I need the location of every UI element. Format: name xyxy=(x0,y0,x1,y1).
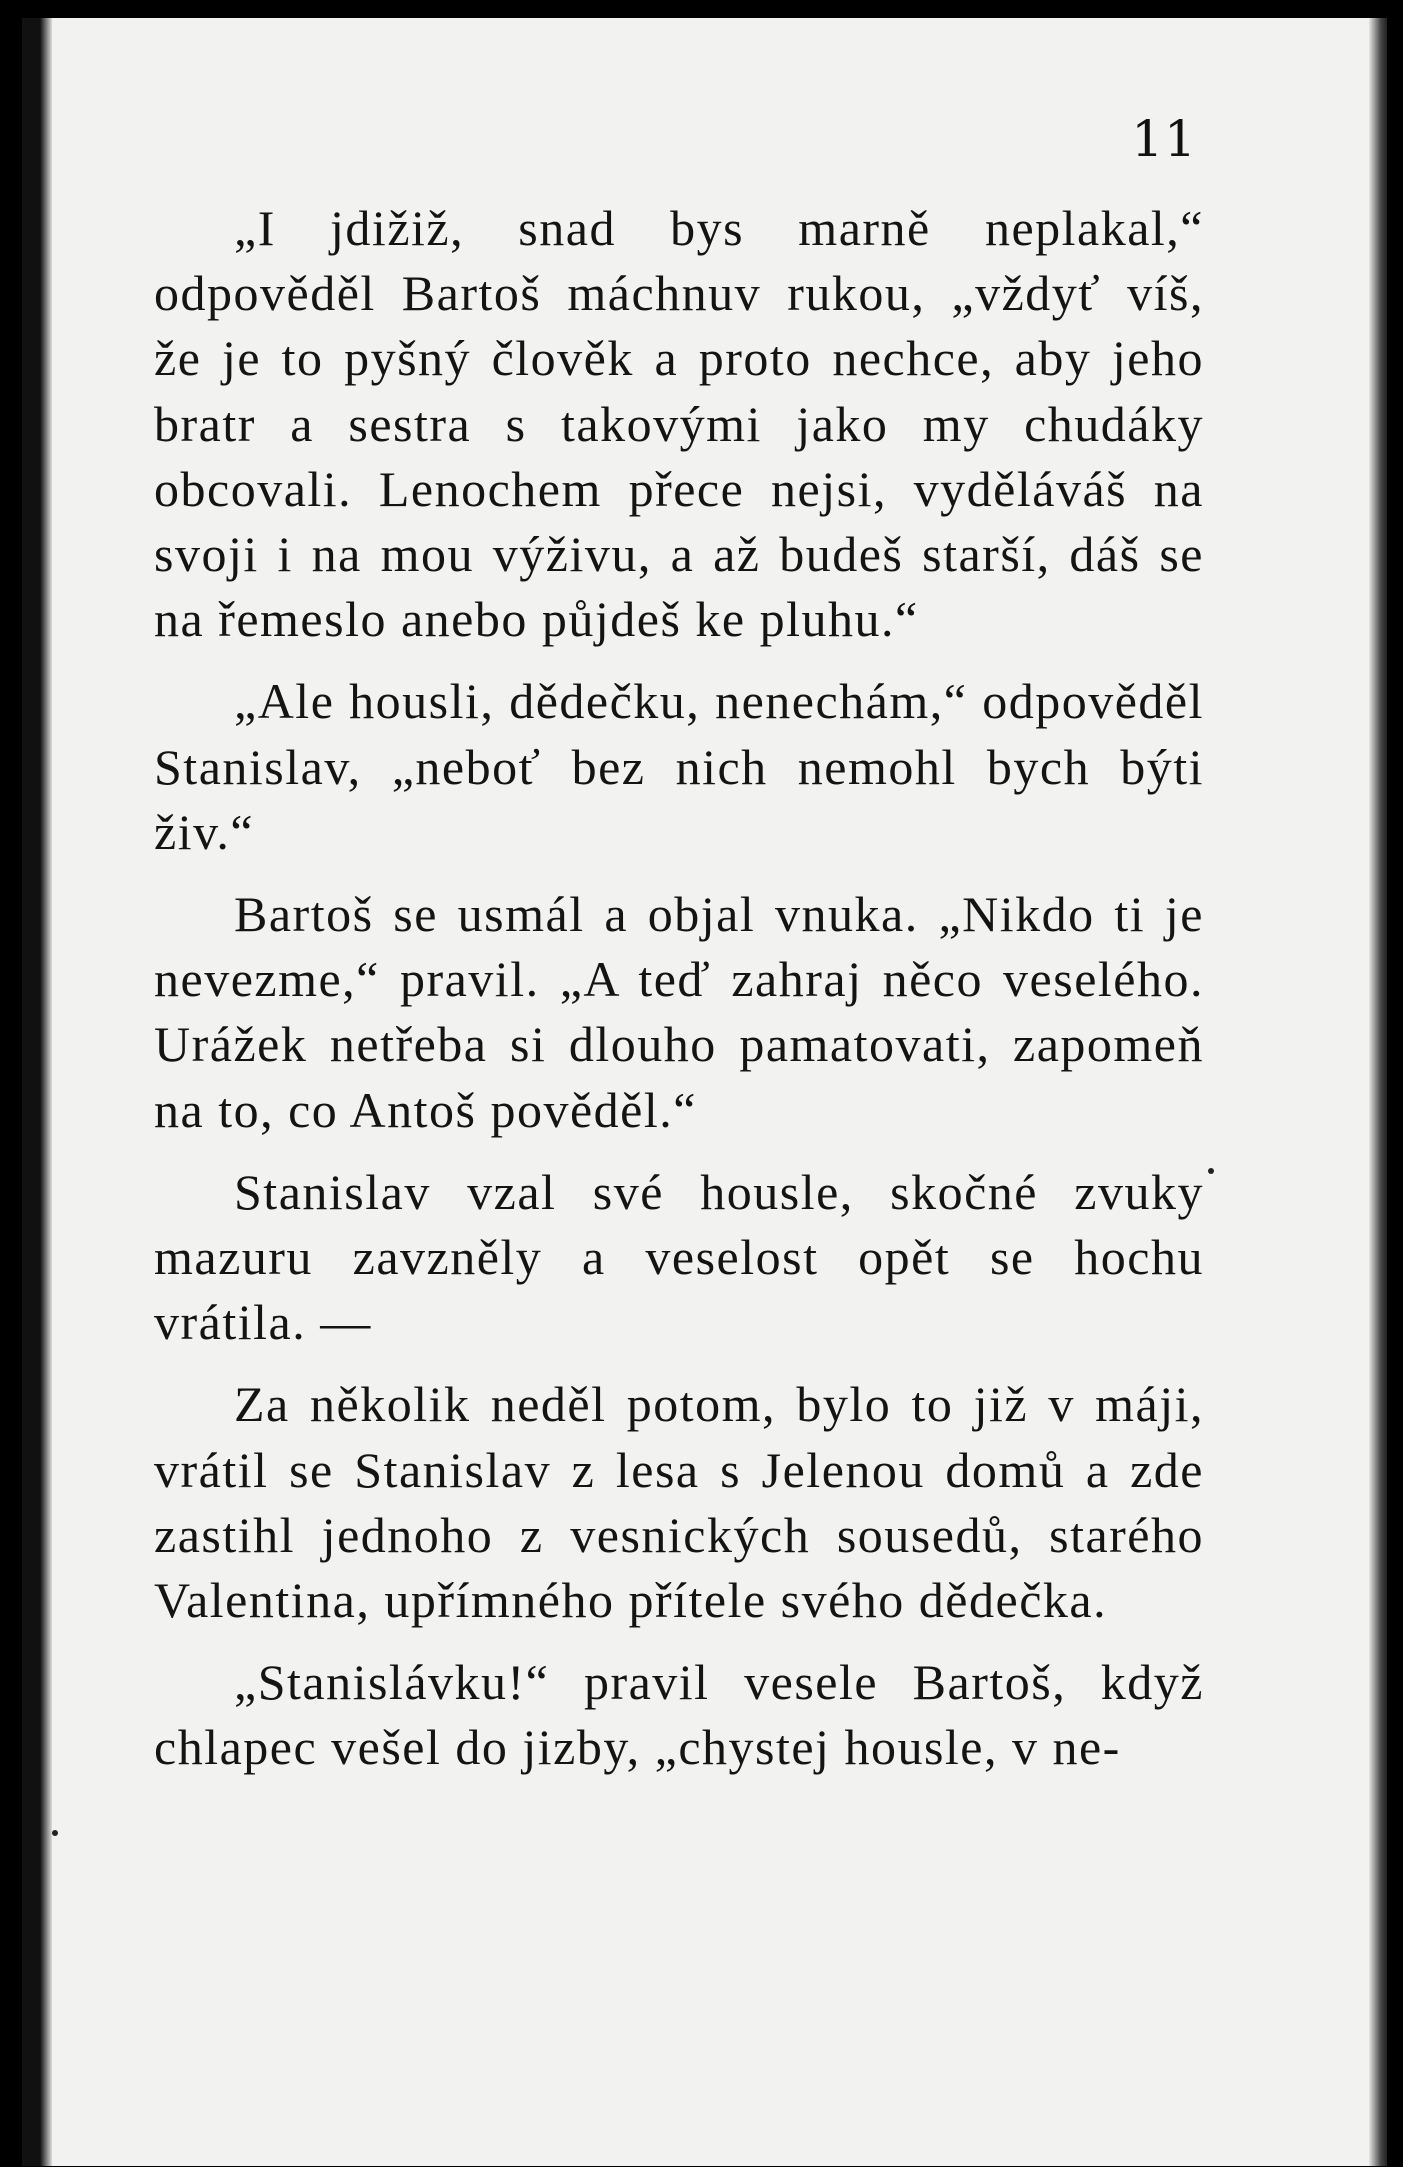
book-page xyxy=(22,18,1387,2166)
print-speck xyxy=(52,1830,58,1836)
print-speck xyxy=(1208,1168,1214,1174)
page-right-edge xyxy=(1369,18,1387,2166)
paragraph-3: Bartoš se usmál a objal vnuka. „Nikdo ti je nevezme,“ pravil. „A teď zahraj něco veselého. Urážek netřeba si dlouho pamatovati, zapomeň na to, co Antoš pověděl.“ xyxy=(154,886,1204,1138)
page-body-text xyxy=(154,196,1204,1798)
page-binding-edge xyxy=(22,18,52,2166)
paragraph-1: „I jdižiž, snad bys marně neplakal,“ odpověděl Bartoš máchnuv rukou, „vždyť víš, že je to pyšný člověk a proto nechce, aby jeho bratr a sestra s takovými jako my chudáky obcovali. Lenochem přece nejsi, vyděláváš na svoji i na mou výživu, a až budeš starší, dáš se na řemeslo anebo půjdeš ke pluhu.“ xyxy=(154,200,1204,648)
paragraph-4: Stanislav vzal své housle, skočné zvuky mazuru zavzněly a veselost opět se hochu vrátila. — xyxy=(154,1163,1204,1351)
paragraph-2: „Ale housli, dědečku, nenechám,“ odpověděl Stanislav, „neboť bez nich nemohl bych býti živ.“ xyxy=(154,673,1204,860)
page-number: 11 xyxy=(1131,110,1197,168)
paragraph-6: „Stanislávku!“ pravil vesele Bartoš, když chlapec vešel do jizby, „chystej housle, v ne- xyxy=(154,1654,1204,1776)
paragraph-5: Za několik neděl potom, bylo to již v máji, vrátil se Stanislav z lesa s Jelenou domů a zde zastihl jednoho z vesnických sousedů, starého Valentina, upřímného přítele svého dědečka. xyxy=(154,1376,1204,1629)
